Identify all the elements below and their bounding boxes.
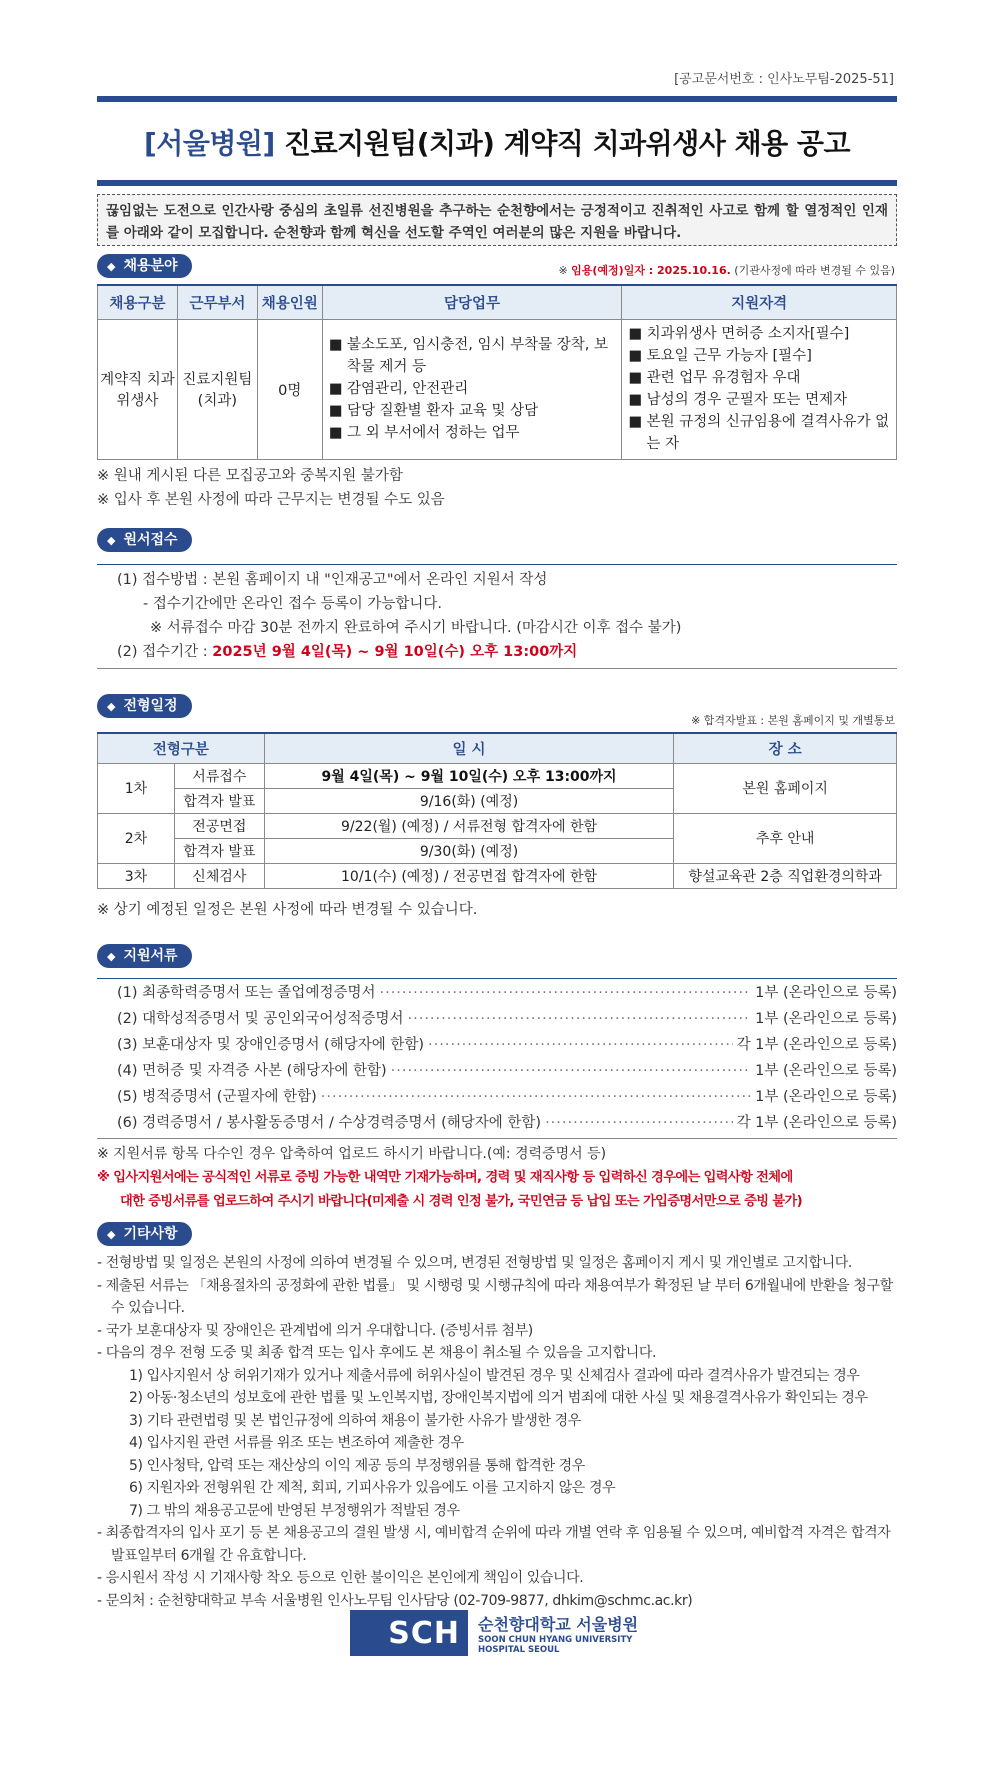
misc-item: - 문의처 : 순천향대학교 부속 서울병원 인사노무팀 인사담당 (02-709-9877, dhkim@schmc.ac.kr) xyxy=(97,1592,693,1609)
title-bottom-rule xyxy=(97,180,897,186)
stage-1-step-b-date: 9/16(화) (예정) xyxy=(264,788,673,813)
documents-note-2: ※ 입사지원서에는 공식적인 서류로 증빙 가능한 내역만 기재가능하며, 경력 및 재직사항 등 입력하신 경우에는 입력사항 전체에 xyxy=(97,1170,793,1185)
appointment-date-note: ※ 임용(예정)일자 : 2025.10.16. (기관사정에 따라 변경될 수 있음) xyxy=(558,264,895,277)
documents-list xyxy=(97,980,897,1136)
misc-list xyxy=(97,1252,897,1612)
logo-english-name-2: HOSPITAL SEOUL xyxy=(478,1644,560,1655)
duty-item: ■ 담당 질환별 환자 교육 및 상담 xyxy=(328,403,539,419)
apply-top-rule xyxy=(97,564,897,565)
cell-quals xyxy=(622,319,897,459)
stage-1-step-a: 서류접수 xyxy=(174,763,264,788)
section-recruit-label: ◆ 채용분야 xyxy=(97,254,192,278)
title-top-rule xyxy=(97,96,897,102)
schedule-table xyxy=(97,732,897,889)
misc-sub-item: 5) 인사청탁, 압력 또는 재산상의 이익 제공 등의 부정행위를 통해 합격한 경우 xyxy=(129,1457,585,1474)
stage-2-place: 추후 안내 xyxy=(674,813,897,863)
stage-3-step-a-date: 10/1(수) (예정) / 전공면접 합격자에 한함 xyxy=(264,863,673,888)
misc-item: - 국가 보훈대상자 및 장애인은 관계법에 의거 우대합니다. (증빙서류 첨부) xyxy=(97,1322,533,1339)
duty-item: ■ 불소도포, 임시충전, 임시 부착물 장착, 보착물 제거 등 xyxy=(328,337,609,375)
schedule-footnote: ※ 상기 예정된 일정은 본원 사정에 따라 변경될 수 있습니다. xyxy=(97,902,478,918)
diamond-icon: ◆ xyxy=(107,700,116,713)
apply-period: (2) 접수기간 : 2025년 9월 4일(목) ~ 9월 10일(수) 오후 13:00까지 xyxy=(117,644,578,660)
title-org: [서울병원] xyxy=(143,127,275,160)
diamond-icon: ◆ xyxy=(107,1228,116,1241)
qual-item: ■ 남성의 경우 군필자 또는 면제자 xyxy=(628,392,848,408)
cell-duties xyxy=(322,319,622,459)
header-place: 장 소 xyxy=(674,733,897,763)
misc-sub-item: 7) 그 밖의 채용공고문에 반영된 부정행위가 적발된 경우 xyxy=(129,1502,460,1519)
misc-item: - 전형방법 및 일정은 본원의 사정에 의하여 변경될 수 있으며, 변경된 전형방법 및 일정은 홈페이지 게시 및 개인별로 고지합니다. xyxy=(97,1255,852,1271)
document-item: (4) 면허증 및 자격증 사본 (해당자에 한함) ····· 1부 (온라인으로 등록) xyxy=(97,1058,897,1084)
logo-korean-name: 순천향대학교 서울병원 xyxy=(478,1614,639,1634)
apply-period-note: - 접수기간에만 온라인 접수 등록이 가능합니다. xyxy=(143,596,443,612)
title-text: 진료지원팀(치과) 계약직 치과위생사 채용 공고 xyxy=(284,127,851,160)
document-item: (1) 최종학력증명서 또는 졸업예정증명서 ····· 1부 (온라인으로 등록) xyxy=(97,980,897,1006)
recruit-note-1: ※ 원내 게시된 다른 모집공고와 중복지원 불가함 xyxy=(97,468,403,484)
header-duties: 담당업무 xyxy=(322,285,622,319)
duty-item: ■ 감염관리, 안전관리 xyxy=(328,381,469,397)
misc-sub-item: 4) 입사지원 관련 서류를 위조 또는 변조하여 제출한 경우 xyxy=(129,1435,464,1451)
documents-top-rule xyxy=(97,978,897,979)
apply-method: (1) 접수방법 : 본원 홈페이지 내 "인재공고"에서 온라인 지원서 작성 xyxy=(117,572,548,588)
qual-item: ■ 관련 업무 유경험자 우대 xyxy=(628,370,801,386)
cell-dept: 진료지원팀 (치과) xyxy=(177,319,257,459)
diamond-icon: ◆ xyxy=(107,534,116,547)
qual-item: ■ 치과위생사 면허증 소지자[필수] xyxy=(628,326,850,342)
stage-3: 3차 xyxy=(98,863,175,888)
header-datetime: 일 시 xyxy=(264,733,673,763)
document-item: (5) 병적증명서 (군필자에 한함) ····· 1부 (온라인으로 등록) xyxy=(97,1084,897,1110)
section-documents-label: ◆ 지원서류 xyxy=(97,944,192,968)
page-title xyxy=(97,122,897,162)
stage-1-place: 본원 홈페이지 xyxy=(674,763,897,813)
documents-bottom-rule xyxy=(97,1138,897,1139)
misc-sub-item: 1) 입사지원서 상 허위기재가 있거나 제출서류에 허위사실이 발견된 경우 및 신체검사 결과에 따라 결격사유가 발견되는 경우 xyxy=(129,1367,860,1384)
qual-item: ■ 토요일 근무 가능자 [필수] xyxy=(628,348,812,364)
documents-note-1: ※ 지원서류 항목 다수인 경우 압축하여 업로드 하시기 바랍니다.(예: 경력증명서 등) xyxy=(97,1146,607,1162)
header-count: 채용인원 xyxy=(257,285,322,319)
section-schedule-label: ◆ 전형일정 xyxy=(97,694,192,718)
stage-2: 2차 xyxy=(98,813,175,863)
misc-item: - 응시원서 작성 시 기재사항 착오 등으로 인한 불이익은 본인에게 책임이 있습니다. xyxy=(97,1570,584,1586)
sch-logo-mark: SCH xyxy=(350,1610,468,1656)
header-stage: 전형구분 xyxy=(98,733,265,763)
schedule-note: ※ 합격자발표 : 본원 홈페이지 및 개별통보 xyxy=(691,714,895,727)
apply-bottom-rule xyxy=(97,668,897,669)
document-item: (6) 경력증명서 / 봉사활동증명서 / 수상경력증명서 (해당자에 한함) ····· 각 1부 (온라인으로 등록) xyxy=(97,1110,897,1136)
stage-3-place: 향설교육관 2층 직업환경의학과 xyxy=(674,863,897,888)
apply-deadline-note: ※ 서류접수 마감 30분 전까지 완료하여 주시기 바랍니다. (마감시간 이후 접수 불가) xyxy=(150,620,682,636)
misc-sub-item: 6) 지원자와 전형위원 간 제척, 회피, 기피사유가 있음에도 이를 고지하지 않은 경우 xyxy=(129,1480,616,1496)
misc-item: - 최종합격자의 입사 포기 등 본 채용공고의 결원 발생 시, 예비합격 순위에 따라 개별 연락 후 임용될 수 있으며, 예비합격 자격은 합격자 발표일부터 6개월 간 유효합니다. xyxy=(97,1525,891,1564)
stage-2-step-a-date: 9/22(월) (예정) / 서류전형 합격자에 한함 xyxy=(264,813,673,838)
documents-note-3: 대한 증빙서류를 업로드하여 주시기 바랍니다(미제출 시 경력 인정 불가, 국민연금 등 납입 또는 가입증명서만으로 증빙 불가) xyxy=(120,1194,803,1209)
cell-count: 0명 xyxy=(257,319,322,459)
stage-1: 1차 xyxy=(98,763,175,813)
misc-item: - 다음의 경우 전형 도중 및 최종 합격 또는 입사 후에도 본 채용이 취소될 수 있음을 고지합니다. xyxy=(97,1345,657,1361)
stage-1-step-a-date: 9월 4일(목) ~ 9월 10일(수) 오후 13:00까지 xyxy=(264,763,673,788)
hospital-logo xyxy=(350,1610,638,1656)
misc-item: - 제출된 서류는 「채용절차의 공정화에 관한 법률」 및 시행령 및 시행규칙에 따라 채용여부가 확정된 날 부터 6개월내에 반환을 청구할 수 있습니다. xyxy=(97,1277,893,1316)
stage-2-step-b: 합격자 발표 xyxy=(174,838,264,863)
document-item: (2) 대학성적증명서 및 공인외국어성적증명서 ····· 1부 (온라인으로 등록) xyxy=(97,1006,897,1032)
recruit-note-2: ※ 입사 후 본원 사정에 따라 근무지는 변경될 수도 있음 xyxy=(97,492,445,508)
diamond-icon: ◆ xyxy=(107,260,116,273)
section-apply-label: ◆ 원서접수 xyxy=(97,528,192,552)
document-number: [공고문서번호 : 인사노무팀-2025-51] xyxy=(674,72,894,87)
diamond-icon: ◆ xyxy=(107,950,116,963)
section-misc-label: ◆ 기타사항 xyxy=(97,1222,192,1246)
logo-english-name-1: SOON CHUN HYANG UNIVERSITY xyxy=(478,1634,633,1645)
stage-1-step-b: 합격자 발표 xyxy=(174,788,264,813)
stage-3-step-a: 신체검사 xyxy=(174,863,264,888)
stage-2-step-a: 전공면접 xyxy=(174,813,264,838)
document-item: (3) 보훈대상자 및 장애인증명서 (해당자에 한함) ····· 각 1부 (온라인으로 등록) xyxy=(97,1032,897,1058)
misc-sub-item: 2) 아동·청소년의 성보호에 관한 법률 및 노인복지법, 장애인복지법에 의거 범죄에 대한 사실 및 채용결격사유가 확인되는 경우 xyxy=(129,1390,868,1406)
header-type: 채용구분 xyxy=(98,285,178,319)
header-quals: 지원자격 xyxy=(622,285,897,319)
duty-item: ■ 그 외 부서에서 정하는 업무 xyxy=(328,425,520,441)
intro-box: 끊임없는 도전으로 인간사랑 중심의 초일류 선진병원을 추구하는 순천향에서는 긍정적이고 진취적인 사고로 함께 할 열정적인 인재를 아래와 같이 모집합니다. 순천향과 함께 혁신을 선도할 주역인 여러분의 많은 지원을 바랍니다. xyxy=(97,194,897,246)
cell-type: 계약직 치과위생사 xyxy=(98,319,178,459)
qual-item: ■ 본원 규정의 신규임용에 결격사유가 없는 자 xyxy=(628,414,890,452)
stage-2-step-b-date: 9/30(화) (예정) xyxy=(264,838,673,863)
header-dept: 근무부서 xyxy=(177,285,257,319)
recruit-table xyxy=(97,284,897,460)
misc-sub-item: 3) 기타 관련법령 및 본 법인규정에 의하여 채용이 불가한 사유가 발생한 경우 xyxy=(129,1412,581,1429)
